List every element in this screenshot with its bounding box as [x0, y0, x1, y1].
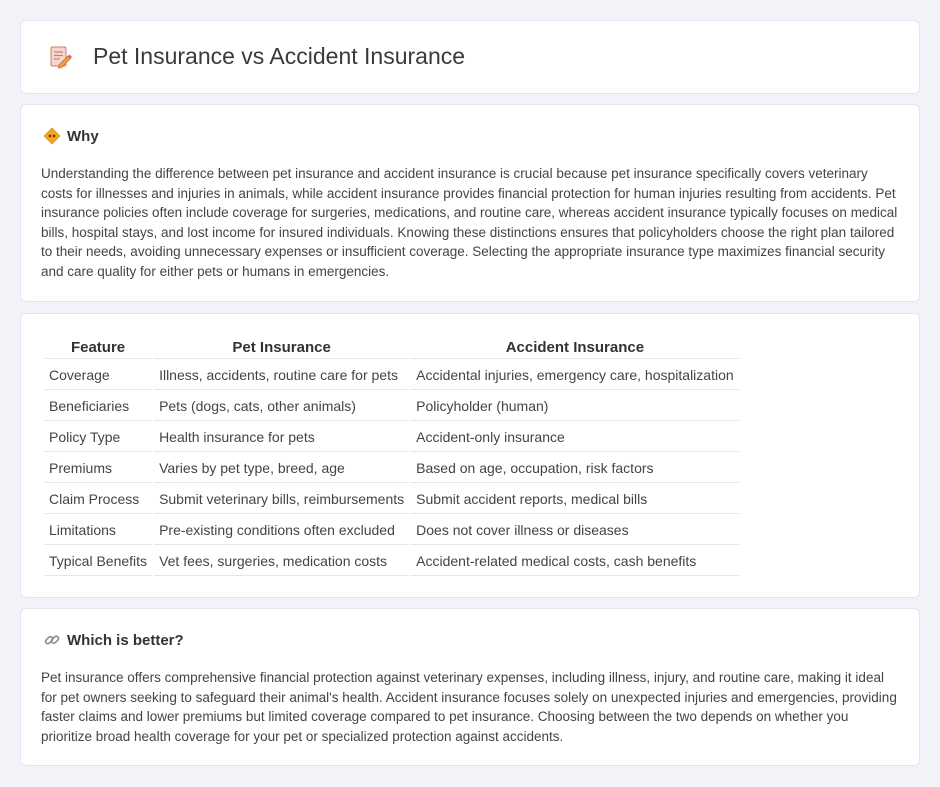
better-heading: Which is better? — [67, 631, 184, 649]
row-accident-value: Accident-related medical costs, cash benefits — [411, 547, 739, 576]
row-pet-value: Illness, accidents, routine care for pets — [154, 361, 409, 390]
document-pencil-icon — [47, 44, 73, 70]
table-row — [44, 547, 739, 576]
row-accident-value: Based on age, occupation, risk factors — [411, 454, 739, 483]
why-heading-row — [43, 127, 99, 145]
comparison-table — [42, 335, 741, 578]
table-row — [44, 361, 739, 390]
row-feature: Limitations — [44, 516, 152, 545]
row-feature: Policy Type — [44, 423, 152, 452]
row-pet-value: Vet fees, surgeries, medication costs — [154, 547, 409, 576]
row-feature: Claim Process — [44, 485, 152, 514]
link-icon — [43, 631, 61, 649]
row-pet-value: Varies by pet type, breed, age — [154, 454, 409, 483]
row-accident-value: Submit accident reports, medical bills — [411, 485, 739, 514]
row-feature: Coverage — [44, 361, 152, 390]
why-text: Understanding the difference between pet insurance and accident insurance is crucial because pet insurance specifically covers veterinary costs for illnesses and injuries in animals, while accident insurance provides financial protection for human injuries resulting from accidents. Pet insurance policies often include coverage for surgeries, medications, and routine care, whereas accident insurance typically focuses on medical bills, hospital stays, and lost income for insured individuals. Knowing these distinctions ensures that policyholders choose the right plan tailored to their needs, avoiding unnecessary expenses or insufficient coverage. Selecting the appropriate insurance type maximizes financial security and care quality for either pets or humans in emergencies. — [41, 166, 898, 279]
row-accident-value: Does not cover illness or diseases — [411, 516, 739, 545]
why-heading: Why — [67, 127, 99, 145]
better-text: Pet insurance offers comprehensive financial protection against veterinary expenses, including illness, injury, and routine care, making it ideal for pet owners seeking to safeguard their animal's health. Accident insurance focuses solely on unexpected injuries and emergencies, providing faster claims and lower premiums but limited coverage compared to pet insurance. Choosing between the two depends on whether you prioritize broad health coverage for your pet or specialized protection against accidents. — [41, 670, 897, 744]
title-row — [47, 43, 465, 70]
row-feature: Premiums — [44, 454, 152, 483]
why-section — [20, 104, 920, 302]
page-title: Pet Insurance vs Accident Insurance — [93, 43, 466, 69]
which-better-section — [20, 608, 920, 766]
row-accident-value: Policyholder (human) — [411, 392, 739, 421]
header-feature: Feature — [44, 337, 152, 359]
row-pet-value: Health insurance for pets — [154, 423, 409, 452]
comparison-section — [20, 313, 920, 598]
row-feature: Beneficiaries — [44, 392, 152, 421]
row-feature: Typical Benefits — [44, 547, 152, 576]
header-pet-insurance: Pet Insurance — [154, 337, 409, 359]
row-pet-value: Pets (dogs, cats, other animals) — [154, 392, 409, 421]
row-accident-value: Accidental injuries, emergency care, hospitalization — [411, 361, 739, 390]
table-row — [44, 485, 739, 514]
table-row — [44, 392, 739, 421]
diamond-sign-icon — [43, 127, 61, 145]
row-accident-value: Accident-only insurance — [411, 423, 739, 452]
table-header-row — [44, 337, 739, 359]
row-pet-value: Submit veterinary bills, reimbursements — [154, 485, 409, 514]
table-row — [44, 423, 739, 452]
table-row — [44, 516, 739, 545]
better-heading-row — [43, 631, 184, 649]
header-accident-insurance: Accident Insurance — [411, 337, 739, 359]
table-row — [44, 454, 739, 483]
header-card — [20, 20, 920, 94]
row-pet-value: Pre-existing conditions often excluded — [154, 516, 409, 545]
